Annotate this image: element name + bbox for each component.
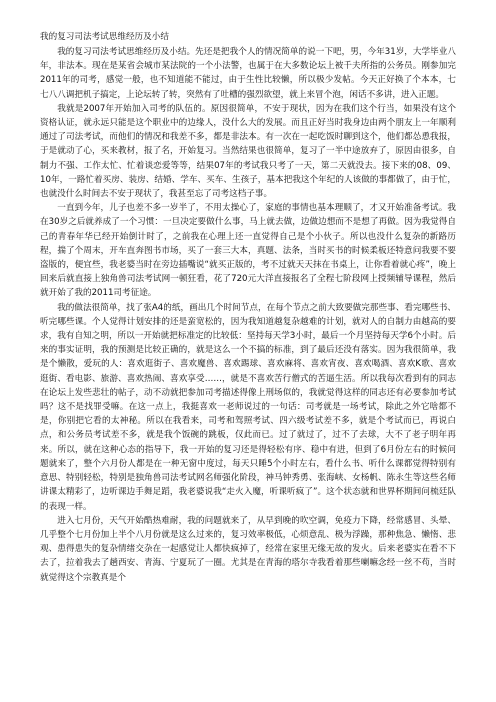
document-title: 我的复习司法考试思维经历及小结 <box>40 32 169 42</box>
paragraph: 一直到今年，儿子也差不多一岁半了，不用太操心了，家庭的事情也基本理顺了，才又开始准备考试。我在30岁之后就养成了一个习惯：一旦决定要做什么事，马上就去做，边做边想而不是想了再做。因为我觉得自己的青春年华已经开始倒计时了，之前我在心理上还一直觉得自己是个小伙子。所以也没什么复杂的新路历程，揣了个周末，开车直奔图书市场，买了一套三大本，真题、法条，当时买书的时候柔板还特意问我要不要盗版的，便宜些，我老婆当时在旁边插嘴说“就买正版的，考不过就天天抹在书桌上，让你看着就心疼”，晚上回来后就直接上独角兽司法考试网一顿狂看，花了720元大洋直接报名了全程七阶段网上授频辅导课程，然后就开始了我的2011司考征途。 <box>40 203 456 299</box>
document-body <box>40 45 456 585</box>
paragraph: 我的复习司法考试思维经历及小结。先还是把我个人的情况简单的说一下吧，男，今年31岁，大学毕业八年，非法本。现在是某省会城市某法院的一个小法警，也属于在大多数论坛上被千夫所指的公务员。刚参加完2011年的司考，感觉一般，也不知道能不能过，由于生性比较懒，所以极少发帖。今天正好换了个本本，七七八八调把机子搞定，上论坛转了转，突然有了吐槽的强烈欲望，就上来冒个泡，闲话不多讲，进入正题。 <box>40 47 456 100</box>
paragraph: 我的做法很简单，找了张A4的纸，画出几个时间节点，在每个节点之前大致要做完那些事、看完哪些书、听完哪些课。个人觉得计划安排的还是蛮宽松的，因为我知道越复杂越难的计划，就对人的自制力由越高的要求，我有自知之明，所以一开始就把标准定的比较低：坚持每天学3小时，最后一个月坚持每天学6个小时。后来的事实证明，我的预测是比较正确的，就是这么一个不搞的标准，到了最后还没有落实。因为我很简单，我是个懒散，爱玩的人：喜欢逛街子、喜欢魔兽、喜欢踢球、喜欢麻将、喜欢宵夜、喜欢喝酒、喜欢K歌、喜欢逛街、看电影、旅游、喜欢热闹、喜欢享受……，就是不喜欢苦行僧式的苦逼生活。所以我每次看到有的同志在论坛上发些悲壮的帖子，动不动就把参加司考描述得像上刑场似的，我就觉得这样的同志还有必要参加考试吗？这不是找罪受嘛。在这一点上，我挺喜欢一老师说过的一句话：司考就是一场考试，除此之外它啥都不是，你别把它看的太神秘。所以在我看来，司考和驾照考试、四六级考试差不多，就是个考试而已，再说白点，和公务员考试差不多，就是我个饭碗的跳板，仅此而已。过了就过了，过不了去球，大不了老子明年再来。所以，就在这种心态的指导下，我一开始的复习还是得轻松有序、稳中有进，但到了6月份左右的时候问题就来了，整个六月份人都是在一种无窗中度过，每天只睡5个小时左右，看什么书、听什么课都觉得特别有意思、特别轻松，特别是独角兽司法考试网名师强化阶段，神马钟秀勇、张海峡、女杨帆、陈永生等这些名师讲课太精彩了，边听课边手舞足蹈，我老婆说我“走火入魔，听课听疯了”。这个状态就和世界杯期间问梳廷队的表现一样。 <box>40 302 456 512</box>
paragraph: 进入七月份，天气开始酷热难耐，我的问题就来了，从早到晚的吹空调，免疫力下降，经常感冒、头晕、几乎整个七月份加上半个八月份就是这么过来的，复习效率极低，心烦意乱、极为浮躁，那种焦急、懒惰、悲观、患得患失的复杂情绪交杂在一起感觉让人都快疯掉了，经常在家里无缘无故的发火。后来老婆实在看不下去了，拉着我去了趟西安、青海、宁夏玩了一圈。尤其是在青海的塔尔寺我看着那些喇嘛念经一丝不苟，当时就觉得这个宗教真是个 <box>40 515 456 583</box>
paragraph: 我就是2007年开始加入司考的队伍的。原因很简单，不安于现状，因为在我们这个行当，如果没有这个资格认证，就永远只能是这个职业中的边缘人，没什么大的发展。而且正好当时我身边由两个朋友上一年顺利通过了司法考试，而他们的情况和我差不多，都是非法本。有一次在一起吃饭时聊到这个，他们都怂恿我报，于是就动了心，买来教材，报了名，开始复习。当然结果也很简单，复习了一半中途放弃了，原因由很多，自制力不强、工作太忙、忙着谈恋爱等等，结果07年的考试我只考了一天，第二天就没去。接下来的08、09、10年，一路忙着买房、装房、结婚、学车、买车、生孩子，基本把我这个年纪的人该做的事都做了，由于忙，也就没什么时间去不安于现状了，我甚至忘了司考这档子事。 <box>40 103 456 200</box>
